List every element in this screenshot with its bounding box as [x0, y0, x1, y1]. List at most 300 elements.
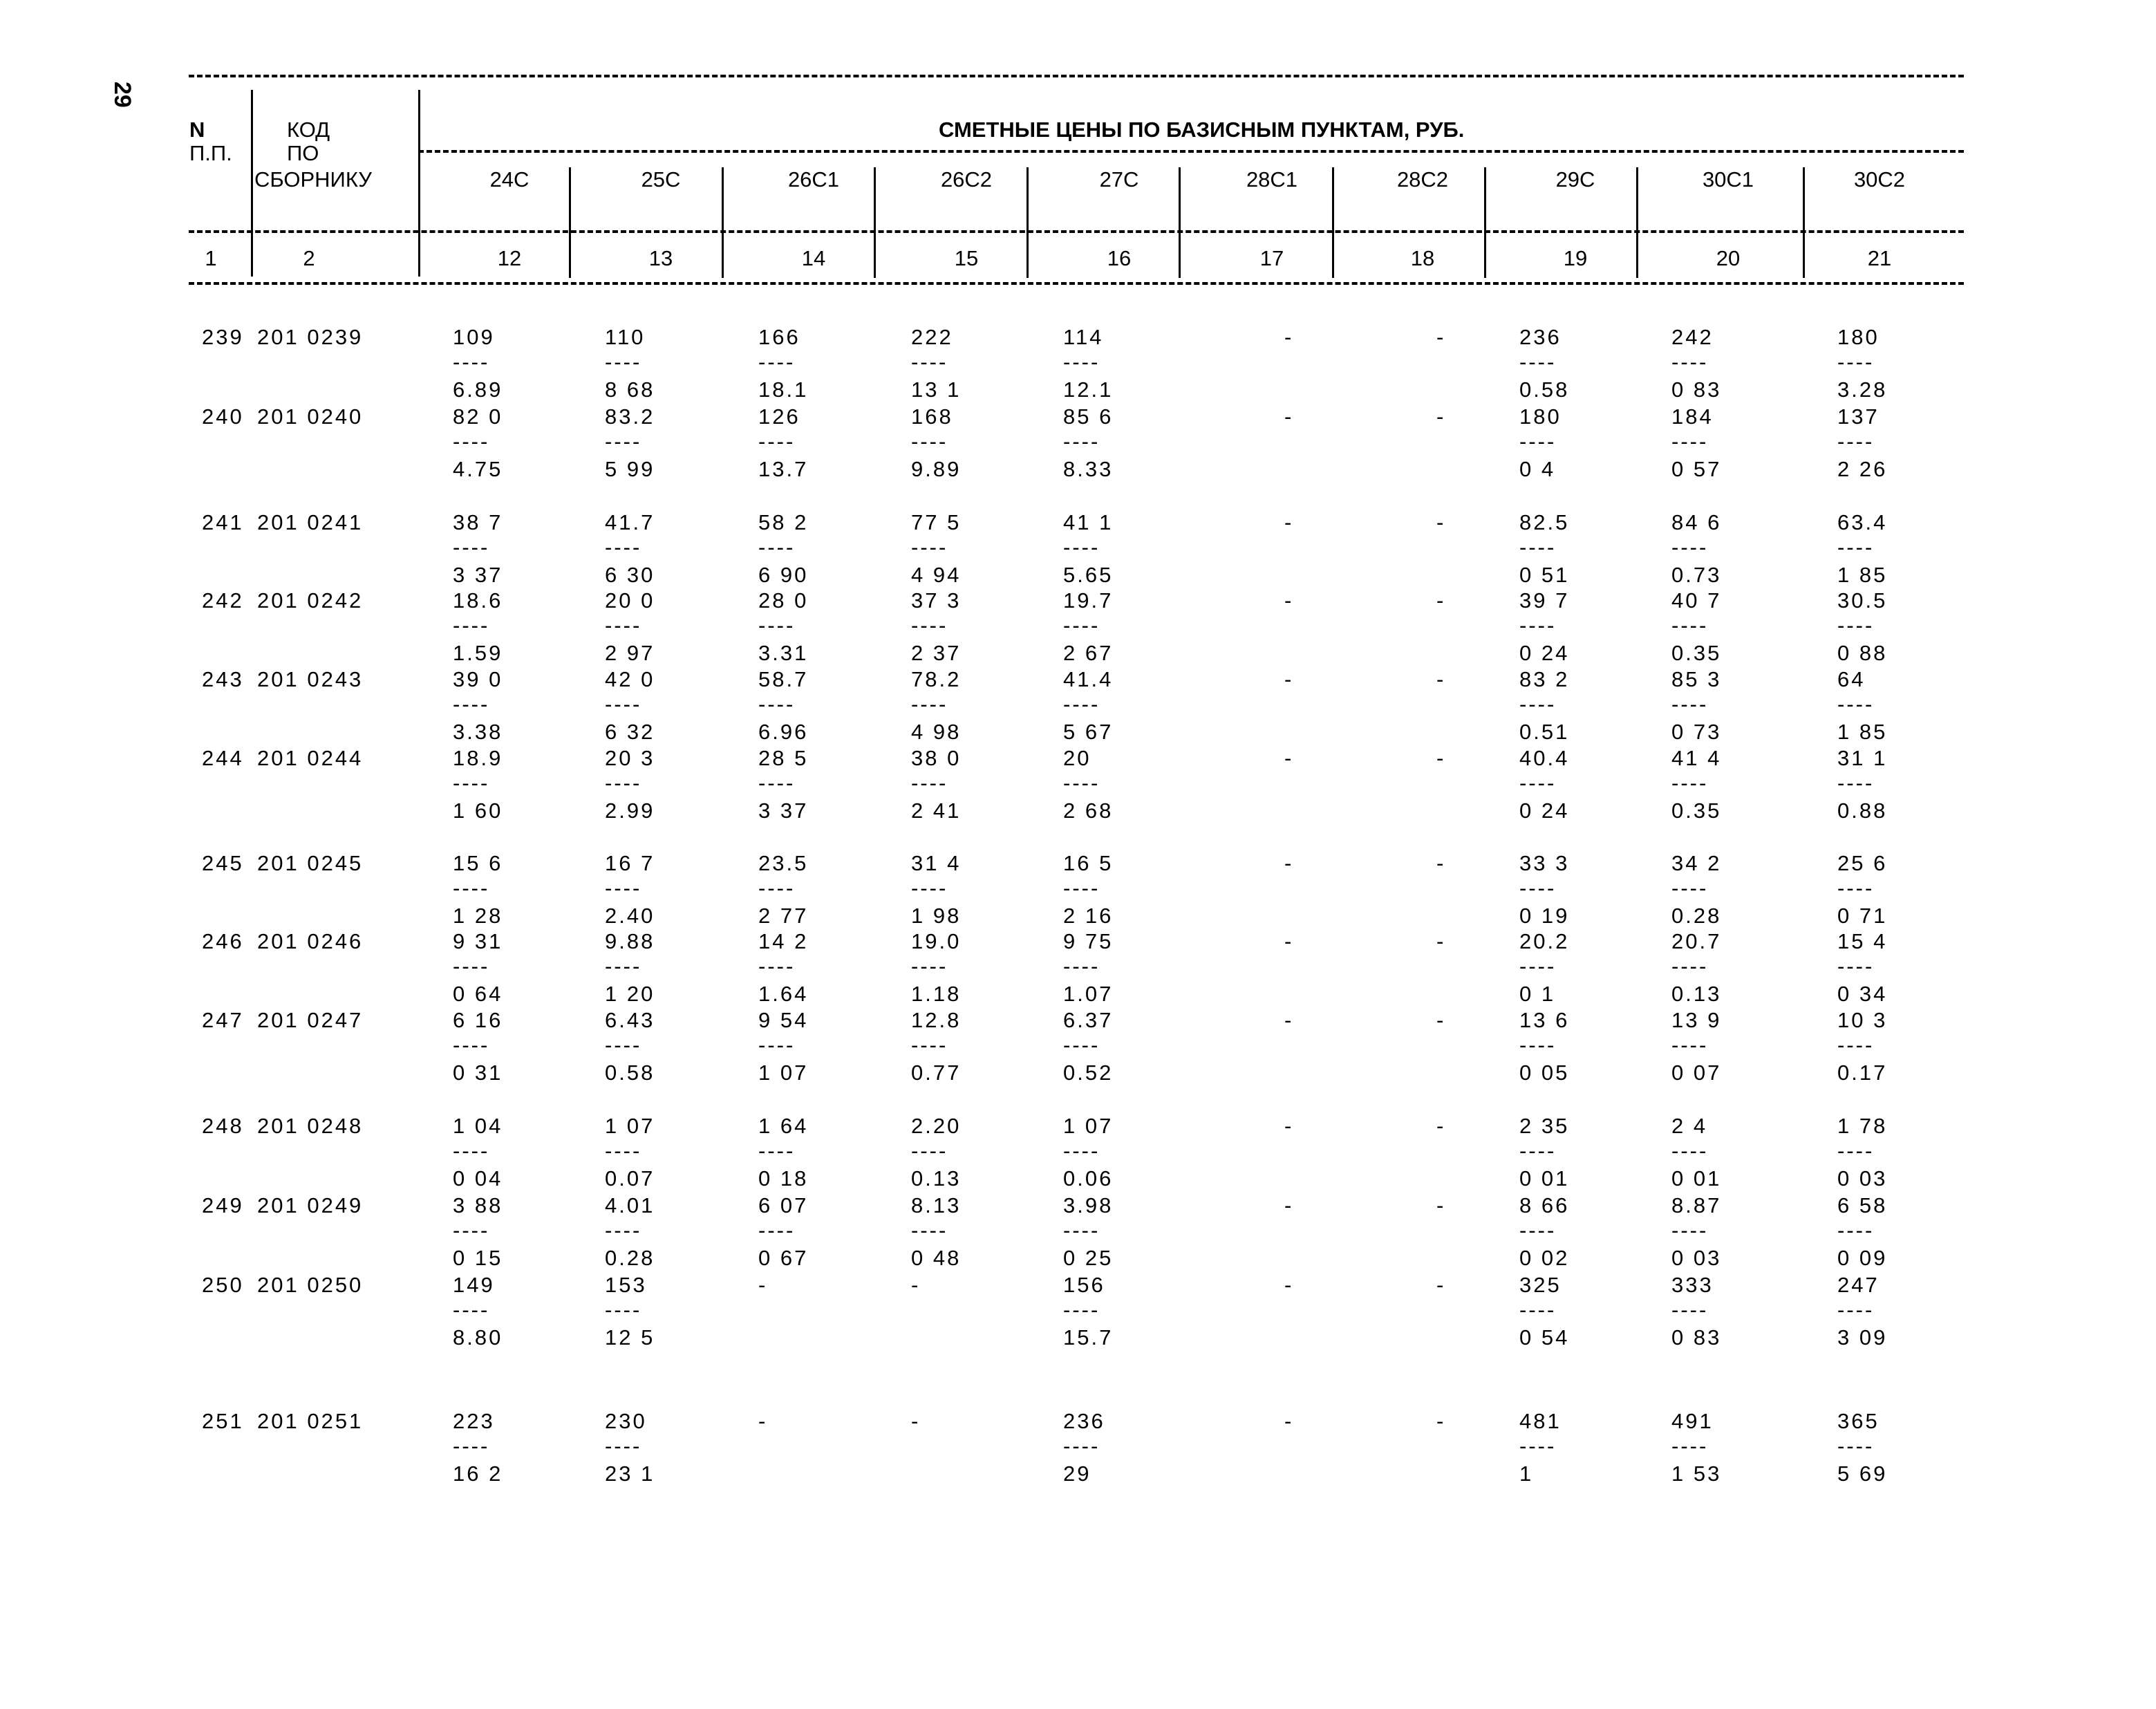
- header-col-number-18: 18: [1410, 246, 1435, 270]
- value-top: 10 3: [1837, 1008, 1888, 1032]
- value-top: 6 58: [1837, 1193, 1888, 1217]
- fraction-bar: ----: [1837, 1033, 1875, 1057]
- value-top: 8.13: [911, 1193, 962, 1217]
- fraction-bar: ----: [1671, 535, 1709, 559]
- header-point-6: 28С1: [1246, 167, 1298, 192]
- value-bottom: 13.7: [758, 457, 809, 481]
- value-top: 15 6: [453, 851, 503, 875]
- row-number: 248: [202, 1114, 244, 1138]
- value-bottom: 0.28: [605, 1246, 655, 1270]
- value-top: 8.87: [1671, 1193, 1722, 1217]
- fraction-bar: ----: [453, 1139, 490, 1163]
- value-top: 168: [911, 404, 953, 429]
- fraction-bar: ----: [453, 771, 490, 795]
- value-bottom: 0 05: [1519, 1061, 1570, 1085]
- row-code: 201 0248: [257, 1114, 364, 1138]
- value-missing: -: [758, 1409, 768, 1433]
- value-bottom: 2 37: [911, 641, 962, 665]
- header-title: СМЕТНЫЕ ЦЕНЫ ПО БАЗИСНЫМ ПУНКТАМ, РУБ.: [939, 118, 1465, 142]
- value-top: 18.6: [453, 588, 503, 613]
- row-number: 250: [202, 1273, 244, 1297]
- value-bottom: 2 41: [911, 799, 962, 823]
- value-top: 180: [1837, 325, 1880, 349]
- fraction-bar: ----: [1063, 429, 1100, 454]
- value-top: 41 4: [1671, 746, 1722, 770]
- value-top: 2 35: [1519, 1114, 1570, 1138]
- value-bottom: 0.06: [1063, 1166, 1114, 1190]
- value-missing: -: [1436, 588, 1446, 613]
- row-number: 240: [202, 404, 244, 429]
- value-bottom: 0 19: [1519, 904, 1570, 928]
- value-bottom: 0 01: [1519, 1166, 1570, 1190]
- page-number: 29: [109, 82, 135, 108]
- value-top: 13 6: [1519, 1008, 1570, 1032]
- row-code: 201 0251: [257, 1409, 364, 1433]
- fraction-bar: ----: [453, 1218, 490, 1242]
- value-missing: -: [1284, 588, 1294, 613]
- fraction-bar: ----: [1063, 692, 1100, 716]
- value-bottom: 3.38: [453, 720, 503, 744]
- value-missing: -: [1436, 325, 1446, 349]
- value-bottom: 0 24: [1519, 799, 1570, 823]
- value-top: 58 2: [758, 510, 809, 534]
- fraction-bar: ----: [1671, 429, 1709, 454]
- value-bottom: 2 26: [1837, 457, 1888, 481]
- value-bottom: 16 2: [453, 1461, 503, 1486]
- value-top: 9 31: [453, 929, 503, 953]
- fraction-bar: ----: [605, 1434, 642, 1458]
- header-bottom-rule: [189, 282, 1964, 285]
- fraction-bar: ----: [453, 876, 490, 900]
- header-column-bar: [1027, 167, 1029, 278]
- fraction-bar: ----: [1519, 613, 1557, 637]
- value-top: 38 7: [453, 510, 503, 534]
- value-missing: -: [1284, 667, 1294, 691]
- value-bottom: 4.75: [453, 457, 503, 481]
- value-bottom: 1.64: [758, 982, 809, 1006]
- value-top: 19.0: [911, 929, 962, 953]
- header-top-rule: [189, 75, 1964, 77]
- header-column-bar: [1179, 167, 1181, 278]
- header-column-bar: [1332, 167, 1334, 278]
- value-top: 30.5: [1837, 588, 1888, 613]
- fraction-bar: ----: [453, 692, 490, 716]
- value-top: 2.20: [911, 1114, 962, 1138]
- value-bottom: 5 67: [1063, 720, 1114, 744]
- value-top: 222: [911, 325, 953, 349]
- fraction-bar: ----: [1837, 1434, 1875, 1458]
- header-code-2: ПО: [287, 141, 319, 165]
- fraction-bar: ----: [758, 692, 796, 716]
- fraction-bar: ----: [453, 1298, 490, 1322]
- header-point-9: 30С1: [1702, 167, 1754, 192]
- value-bottom: 6.96: [758, 720, 809, 744]
- value-bottom: 0.28: [1671, 904, 1722, 928]
- fraction-bar: ----: [605, 350, 642, 374]
- value-bottom: 0 83: [1671, 1325, 1722, 1350]
- header-col-number-17: 17: [1259, 246, 1284, 270]
- fraction-bar: ----: [1519, 350, 1557, 374]
- fraction-bar: ----: [1519, 1298, 1557, 1322]
- value-top: 1 07: [605, 1114, 655, 1138]
- fraction-bar: ----: [911, 429, 948, 454]
- header-column-bar: [1803, 167, 1805, 278]
- value-top: 15 4: [1837, 929, 1888, 953]
- fraction-bar: ----: [1837, 1139, 1875, 1163]
- value-bottom: 0.35: [1671, 641, 1722, 665]
- fraction-bar: ----: [1519, 1033, 1557, 1057]
- value-top: 137: [1837, 404, 1880, 429]
- fraction-bar: ----: [1519, 1139, 1557, 1163]
- value-bottom: 0.07: [605, 1166, 655, 1190]
- value-bottom: 29: [1063, 1461, 1091, 1486]
- value-bottom: 1 53: [1671, 1461, 1722, 1486]
- value-top: 2 4: [1671, 1114, 1708, 1138]
- fraction-bar: ----: [758, 1139, 796, 1163]
- value-missing: -: [1284, 929, 1294, 953]
- value-missing: -: [758, 1273, 768, 1297]
- fraction-bar: ----: [1063, 1033, 1100, 1057]
- fraction-bar: ----: [911, 692, 948, 716]
- fraction-bar: ----: [911, 876, 948, 900]
- fraction-bar: ----: [1837, 954, 1875, 978]
- value-bottom: 5 69: [1837, 1461, 1888, 1486]
- value-bottom: 0.58: [605, 1061, 655, 1085]
- row-number: 241: [202, 510, 244, 534]
- value-missing: -: [1436, 510, 1446, 534]
- fraction-bar: ----: [605, 535, 642, 559]
- value-missing: -: [1284, 404, 1294, 429]
- header-pp: П.П.: [189, 141, 232, 165]
- value-top: 13 9: [1671, 1008, 1722, 1032]
- fraction-bar: ----: [453, 1434, 490, 1458]
- value-bottom: 0 25: [1063, 1246, 1114, 1270]
- value-top: 109: [453, 325, 495, 349]
- fraction-bar: ----: [1671, 1139, 1709, 1163]
- fraction-bar: ----: [1837, 876, 1875, 900]
- header-col-number-15: 15: [954, 246, 979, 270]
- fraction-bar: ----: [453, 1033, 490, 1057]
- header-col-number-1: 1: [205, 246, 217, 270]
- value-top: 247: [1837, 1273, 1880, 1297]
- value-bottom: 2 16: [1063, 904, 1114, 928]
- value-top: 20: [1063, 746, 1091, 770]
- value-top: 85 6: [1063, 404, 1114, 429]
- value-top: 6 07: [758, 1193, 809, 1217]
- value-missing: -: [1284, 510, 1294, 534]
- value-top: 85 3: [1671, 667, 1722, 691]
- header-point-1: 24С: [489, 167, 529, 192]
- value-bottom: 0 24: [1519, 641, 1570, 665]
- fraction-bar: ----: [1671, 1218, 1709, 1242]
- value-missing: -: [911, 1409, 921, 1433]
- value-bottom: 0 4: [1519, 457, 1556, 481]
- value-top: 64: [1837, 667, 1866, 691]
- value-missing: -: [1436, 1273, 1446, 1297]
- header-point-10: 30С2: [1853, 167, 1906, 192]
- row-number: 247: [202, 1008, 244, 1032]
- fraction-bar: ----: [1063, 613, 1100, 637]
- value-bottom: 2 67: [1063, 641, 1114, 665]
- fraction-bar: ----: [605, 1033, 642, 1057]
- fraction-bar: ----: [1671, 876, 1709, 900]
- header-n: N: [189, 118, 205, 142]
- value-bottom: 0 18: [758, 1166, 809, 1190]
- value-missing: -: [1436, 1114, 1446, 1138]
- value-bottom: 0 15: [453, 1246, 503, 1270]
- header-col-number-19: 19: [1563, 246, 1588, 270]
- value-top: 58.7: [758, 667, 809, 691]
- row-number: 243: [202, 667, 244, 691]
- value-bottom: 0 01: [1671, 1166, 1722, 1190]
- value-top: 78.2: [911, 667, 962, 691]
- value-bottom: 9.89: [911, 457, 962, 481]
- value-top: 126: [758, 404, 800, 429]
- fraction-bar: ----: [1063, 1139, 1100, 1163]
- value-top: 12.8: [911, 1008, 962, 1032]
- value-missing: -: [1284, 746, 1294, 770]
- value-bottom: 1 98: [911, 904, 962, 928]
- value-bottom: 8.80: [453, 1325, 503, 1350]
- fraction-bar: ----: [911, 613, 948, 637]
- value-bottom: 0.35: [1671, 799, 1722, 823]
- fraction-bar: ----: [758, 771, 796, 795]
- fraction-bar: ----: [758, 429, 796, 454]
- value-bottom: 0 03: [1671, 1246, 1722, 1270]
- header-column-bar: [1484, 167, 1486, 278]
- value-top: 223: [453, 1409, 495, 1433]
- value-top: 42 0: [605, 667, 655, 691]
- value-top: 28 0: [758, 588, 809, 613]
- value-bottom: 0 04: [453, 1166, 503, 1190]
- header-column-bar: [722, 167, 724, 278]
- fraction-bar: ----: [911, 1218, 948, 1242]
- fraction-bar: ----: [1519, 1434, 1557, 1458]
- value-top: 149: [453, 1273, 495, 1297]
- value-bottom: 6 90: [758, 563, 809, 587]
- row-code: 201 0249: [257, 1193, 364, 1217]
- value-bottom: 1.18: [911, 982, 962, 1006]
- value-top: 156: [1063, 1273, 1105, 1297]
- value-top: 242: [1671, 325, 1714, 349]
- value-top: 6.37: [1063, 1008, 1114, 1032]
- value-missing: -: [1284, 1273, 1294, 1297]
- row-code: 201 0240: [257, 404, 364, 429]
- value-bottom: 0.77: [911, 1061, 962, 1085]
- value-top: 236: [1063, 1409, 1105, 1433]
- value-bottom: 1 28: [453, 904, 503, 928]
- value-top: 1 07: [1063, 1114, 1114, 1138]
- fraction-bar: ----: [1671, 1434, 1709, 1458]
- fraction-bar: ----: [605, 1298, 642, 1322]
- value-top: 40.4: [1519, 746, 1570, 770]
- fraction-bar: ----: [1837, 692, 1875, 716]
- fraction-bar: ----: [1063, 954, 1100, 978]
- value-missing: -: [1436, 667, 1446, 691]
- value-top: 184: [1671, 404, 1714, 429]
- value-bottom: 0.17: [1837, 1061, 1888, 1085]
- value-top: 1 64: [758, 1114, 809, 1138]
- fraction-bar: ----: [453, 350, 490, 374]
- value-top: 38 0: [911, 746, 962, 770]
- value-bottom: 5 99: [605, 457, 655, 481]
- value-bottom: 3.31: [758, 641, 809, 665]
- value-bottom: 1 07: [758, 1061, 809, 1085]
- value-top: 6.43: [605, 1008, 655, 1032]
- fraction-bar: ----: [1837, 535, 1875, 559]
- header-col-number-21: 21: [1867, 246, 1892, 270]
- value-top: 166: [758, 325, 800, 349]
- value-top: 19.7: [1063, 588, 1114, 613]
- value-top: 41 1: [1063, 510, 1114, 534]
- value-top: 63.4: [1837, 510, 1888, 534]
- value-top: 37 3: [911, 588, 962, 613]
- value-top: 325: [1519, 1273, 1562, 1297]
- value-bottom: 2.99: [605, 799, 655, 823]
- value-bottom: 0 1: [1519, 982, 1556, 1006]
- value-top: 39 7: [1519, 588, 1570, 613]
- value-top: 230: [605, 1409, 647, 1433]
- value-missing: -: [1436, 929, 1446, 953]
- value-top: 82 0: [453, 404, 503, 429]
- header-point-3: 26С1: [787, 167, 840, 192]
- value-top: 6 16: [453, 1008, 503, 1032]
- header-mid-rule: [418, 150, 1964, 153]
- value-bottom: 3 37: [758, 799, 809, 823]
- fraction-bar: ----: [605, 1139, 642, 1163]
- value-bottom: 1 85: [1837, 563, 1888, 587]
- fraction-bar: ----: [605, 613, 642, 637]
- row-number: 242: [202, 588, 244, 613]
- value-top: 25 6: [1837, 851, 1888, 875]
- fraction-bar: ----: [1671, 1033, 1709, 1057]
- fraction-bar: ----: [605, 692, 642, 716]
- value-bottom: 2 77: [758, 904, 809, 928]
- fraction-bar: ----: [911, 771, 948, 795]
- value-top: 491: [1671, 1409, 1714, 1433]
- fraction-bar: ----: [605, 429, 642, 454]
- value-bottom: 0 64: [453, 982, 503, 1006]
- fraction-bar: ----: [1837, 429, 1875, 454]
- fraction-bar: ----: [758, 1033, 796, 1057]
- fraction-bar: ----: [1063, 535, 1100, 559]
- row-code: 201 0242: [257, 588, 364, 613]
- value-bottom: 0 31: [453, 1061, 503, 1085]
- value-bottom: 15.7: [1063, 1325, 1114, 1350]
- fraction-bar: ----: [1063, 771, 1100, 795]
- value-top: 82.5: [1519, 510, 1570, 534]
- value-top: 1 04: [453, 1114, 503, 1138]
- value-top: 14 2: [758, 929, 809, 953]
- value-bottom: 1: [1519, 1461, 1534, 1486]
- row-number: 245: [202, 851, 244, 875]
- value-top: 110: [605, 325, 646, 349]
- value-bottom: 2.40: [605, 904, 655, 928]
- value-bottom: 0 71: [1837, 904, 1888, 928]
- row-number: 246: [202, 929, 244, 953]
- header-col-number-20: 20: [1716, 246, 1741, 270]
- value-bottom: 6 30: [605, 563, 655, 587]
- fraction-bar: ----: [453, 954, 490, 978]
- value-bottom: 2 97: [605, 641, 655, 665]
- value-top: 16 7: [605, 851, 655, 875]
- value-bottom: 0.13: [911, 1166, 962, 1190]
- value-top: 3.98: [1063, 1193, 1114, 1217]
- value-top: 20 0: [605, 588, 655, 613]
- value-bottom: 13 1: [911, 377, 962, 402]
- value-top: 31 1: [1837, 746, 1888, 770]
- value-missing: -: [1284, 851, 1294, 875]
- fraction-bar: ----: [1519, 954, 1557, 978]
- value-missing: -: [1284, 325, 1294, 349]
- fraction-bar: ----: [911, 1139, 948, 1163]
- fraction-bar: ----: [758, 1218, 796, 1242]
- fraction-bar: ----: [1671, 350, 1709, 374]
- fraction-bar: ----: [453, 613, 490, 637]
- header-col-number-16: 16: [1107, 246, 1132, 270]
- value-top: 83 2: [1519, 667, 1570, 691]
- fraction-bar: ----: [605, 1218, 642, 1242]
- value-bottom: 0.73: [1671, 563, 1722, 587]
- value-missing: -: [1436, 746, 1446, 770]
- value-top: 20 3: [605, 746, 655, 770]
- row-code: 201 0241: [257, 510, 364, 534]
- fraction-bar: ----: [1837, 1218, 1875, 1242]
- fraction-bar: ----: [1671, 1298, 1709, 1322]
- fraction-bar: ----: [1671, 771, 1709, 795]
- row-number: 249: [202, 1193, 244, 1217]
- fraction-bar: ----: [1519, 876, 1557, 900]
- fraction-bar: ----: [1519, 429, 1557, 454]
- fraction-bar: ----: [1837, 1298, 1875, 1322]
- value-bottom: 12.1: [1063, 377, 1114, 402]
- value-bottom: 0 83: [1671, 377, 1722, 402]
- header-col-number-2: 2: [303, 246, 315, 270]
- value-top: 31 4: [911, 851, 962, 875]
- header-col-number-13: 13: [648, 246, 673, 270]
- value-missing: -: [1436, 1008, 1446, 1032]
- header-bar-2: [418, 90, 420, 277]
- value-missing: -: [1436, 404, 1446, 429]
- header-column-bar: [874, 167, 876, 278]
- fraction-bar: ----: [758, 535, 796, 559]
- header-code-3: СБОРНИКУ: [254, 167, 372, 192]
- value-bottom: 4 94: [911, 563, 962, 587]
- row-code: 201 0243: [257, 667, 364, 691]
- value-bottom: 0.51: [1519, 720, 1570, 744]
- value-bottom: 0 09: [1837, 1246, 1888, 1270]
- row-code: 201 0247: [257, 1008, 364, 1032]
- value-top: 41.4: [1063, 667, 1114, 691]
- value-bottom: 0 73: [1671, 720, 1722, 744]
- value-top: 84 6: [1671, 510, 1722, 534]
- row-code: 201 0250: [257, 1273, 364, 1297]
- value-missing: -: [911, 1273, 921, 1297]
- fraction-bar: ----: [1519, 771, 1557, 795]
- value-bottom: 0.52: [1063, 1061, 1114, 1085]
- value-top: 180: [1519, 404, 1562, 429]
- value-bottom: 8.33: [1063, 457, 1114, 481]
- value-bottom: 4 98: [911, 720, 962, 744]
- value-bottom: 12 5: [605, 1325, 655, 1350]
- fraction-bar: ----: [758, 876, 796, 900]
- value-top: 3 88: [453, 1193, 503, 1217]
- value-top: 365: [1837, 1409, 1880, 1433]
- value-bottom: 0.13: [1671, 982, 1722, 1006]
- fraction-bar: ----: [758, 350, 796, 374]
- fraction-bar: ----: [911, 535, 948, 559]
- value-bottom: 23 1: [605, 1461, 655, 1486]
